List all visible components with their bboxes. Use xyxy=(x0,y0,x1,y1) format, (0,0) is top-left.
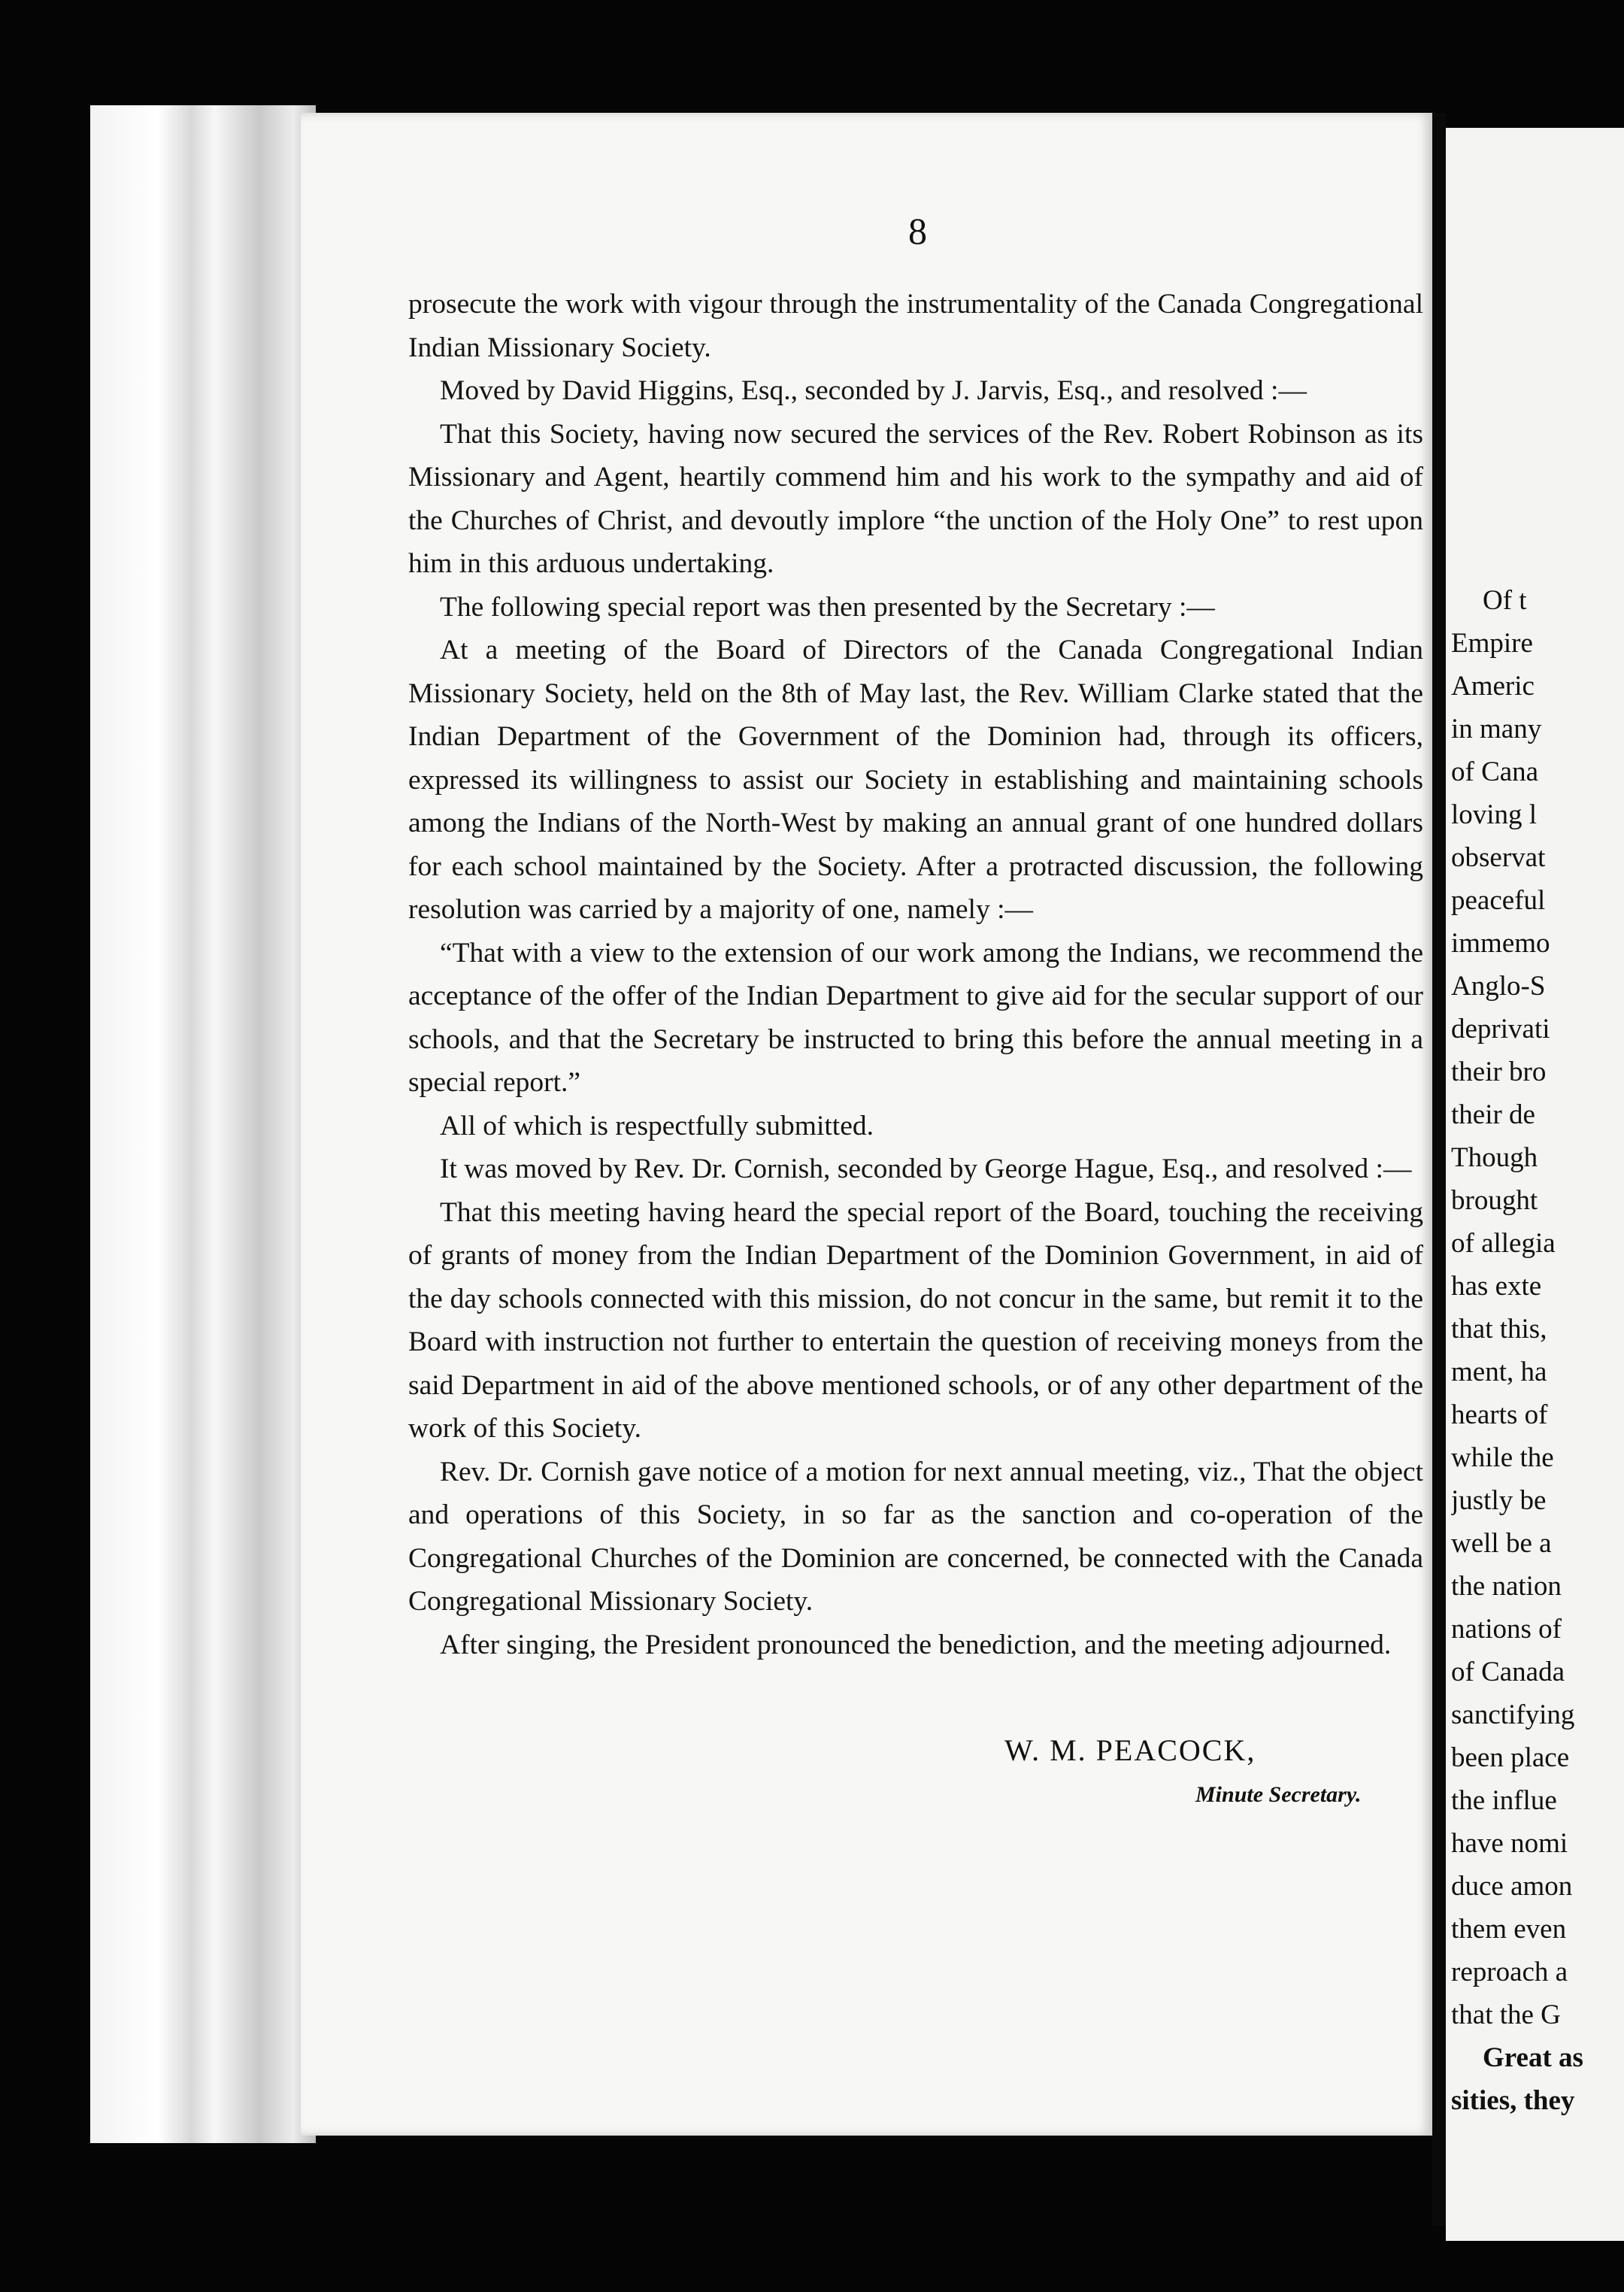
paragraph: The following special report was then presented by the Secretary :— xyxy=(440,591,1215,623)
right-page-line: in many xyxy=(1451,714,1542,744)
right-page-line: peaceful xyxy=(1451,885,1546,916)
right-page-line: of allegia xyxy=(1451,1228,1556,1259)
right-page-line: loving l xyxy=(1451,799,1538,830)
body-text xyxy=(408,283,1423,1666)
paragraph: That this Society, having now secured the services of the Rev. Robert Robinson as its Missionary and Agent, heartily commend him and his work to the sympathy and aid of the Churches of Christ, and devoutly implore “the unction of the Holy One” to rest upon him in this arduous undertaking. xyxy=(408,418,1423,579)
right-page-line: Anglo-S xyxy=(1451,971,1546,1002)
paragraph: It was moved by Rev. Dr. Cornish, seconded by George Hague, Esq., and resolved :— xyxy=(440,1154,1412,1184)
paragraph: All of which is respectfully submitted. xyxy=(440,1110,874,1141)
right-page-line: them even xyxy=(1451,1914,1567,1945)
right-page-line: Of t xyxy=(1483,585,1527,616)
right-page-text xyxy=(1451,579,1624,2122)
right-page-line: nations of xyxy=(1451,1614,1562,1645)
right-page-line: sities, they xyxy=(1451,2085,1575,2116)
right-page-line: Great as xyxy=(1483,2042,1583,2073)
right-page-line: Though xyxy=(1451,1142,1538,1173)
right-page-line: of Canada xyxy=(1451,1657,1565,1687)
book-gutter xyxy=(1432,113,1446,2226)
paragraph: At a meeting of the Board of Directors of the Canada Congregational Indian Missionary Society, held on the 8th of May last, the Rev. William Clarke stated that the Indian Department of the Government of the Dominion had, through its officers, expressed its willingness to assist our Society in establishing and maintaining schools among the Indians of the North-West by making an annual grant of one hundred dollars for each school maintained by the Society. After a protracted discussion, the following resolution was carried by a majority of one, namely :— xyxy=(408,635,1423,925)
right-page-line: have nomi xyxy=(1451,1828,1568,1859)
right-page-line: reproach a xyxy=(1451,1957,1568,1987)
right-page-line: sanctifying xyxy=(1451,1699,1575,1730)
paragraph: prosecute the work with vigour through the instrumentality of the Canada Congregational Indian Missionary Society. xyxy=(408,289,1423,363)
right-page-line: while the xyxy=(1451,1442,1554,1473)
right-page-line: of Cana xyxy=(1451,756,1539,787)
page-number: 8 xyxy=(908,210,927,252)
paragraph: That this meeting having heard the special report of the Board, touching the receiving of grants of money from the Indian Department of the Dominion Government, in aid of the day schools connected with this mission, do not concur in the same, but remit it to the Board with instruction not further to entertain the question of receiving moneys from the said Department in aid of the above mentioned schools, or of any other department of the work of this Society. xyxy=(408,1196,1423,1444)
right-page-line: Americ xyxy=(1451,671,1535,702)
right-page-line: has exte xyxy=(1451,1271,1542,1302)
paragraph: Rev. Dr. Cornish gave notice of a motion for next annual meeting, viz., That the object and operations of this Society, in so far as the sanction and co-operation of the Congregational Churches of the Dominion are concerned, be connected with the Canada Congregational Missionary Society. xyxy=(408,1456,1423,1617)
paragraph: “That with a view to the extension of our work among the Indians, we recommend the acceptance of the offer of the Indian Department to give aid for the secular support of our schools, and that the Secretary be instructed to bring this before the annual meeting in a special report.” xyxy=(408,937,1423,1098)
right-page-line: the influe xyxy=(1451,1785,1557,1816)
right-page-line: Empire xyxy=(1451,628,1533,659)
right-page-line: duce amon xyxy=(1451,1871,1573,1902)
page-edge-stack xyxy=(90,105,316,2143)
right-page-line: immemo xyxy=(1451,928,1550,959)
right-page-line: the nation xyxy=(1451,1571,1562,1602)
right-page-line: deprivati xyxy=(1451,1014,1550,1044)
right-page-line: that the G xyxy=(1451,1999,1561,2030)
signature-name: W. M. PEACOCK, xyxy=(1004,1733,1256,1767)
right-page-line: observat xyxy=(1451,842,1546,873)
right-page-line: well be a xyxy=(1451,1528,1552,1559)
right-page-line: their de xyxy=(1451,1099,1535,1130)
right-page-line: their bro xyxy=(1451,1057,1547,1087)
paragraph: Moved by David Higgins, Esq., seconded by J. Jarvis, Esq., and resolved :— xyxy=(440,375,1307,406)
signature-role: Minute Secretary. xyxy=(1195,1782,1362,1807)
right-page-line: been place xyxy=(1451,1742,1570,1773)
right-page-line: ment, ha xyxy=(1451,1357,1547,1387)
paragraph: After singing, the President pronounced the benediction, and the meeting adjourned. xyxy=(440,1629,1392,1660)
right-page-line: that this, xyxy=(1451,1314,1547,1345)
right-page-line: brought xyxy=(1451,1185,1538,1216)
right-page-line: hearts of xyxy=(1451,1399,1548,1430)
right-page-line: justly be xyxy=(1451,1485,1547,1516)
